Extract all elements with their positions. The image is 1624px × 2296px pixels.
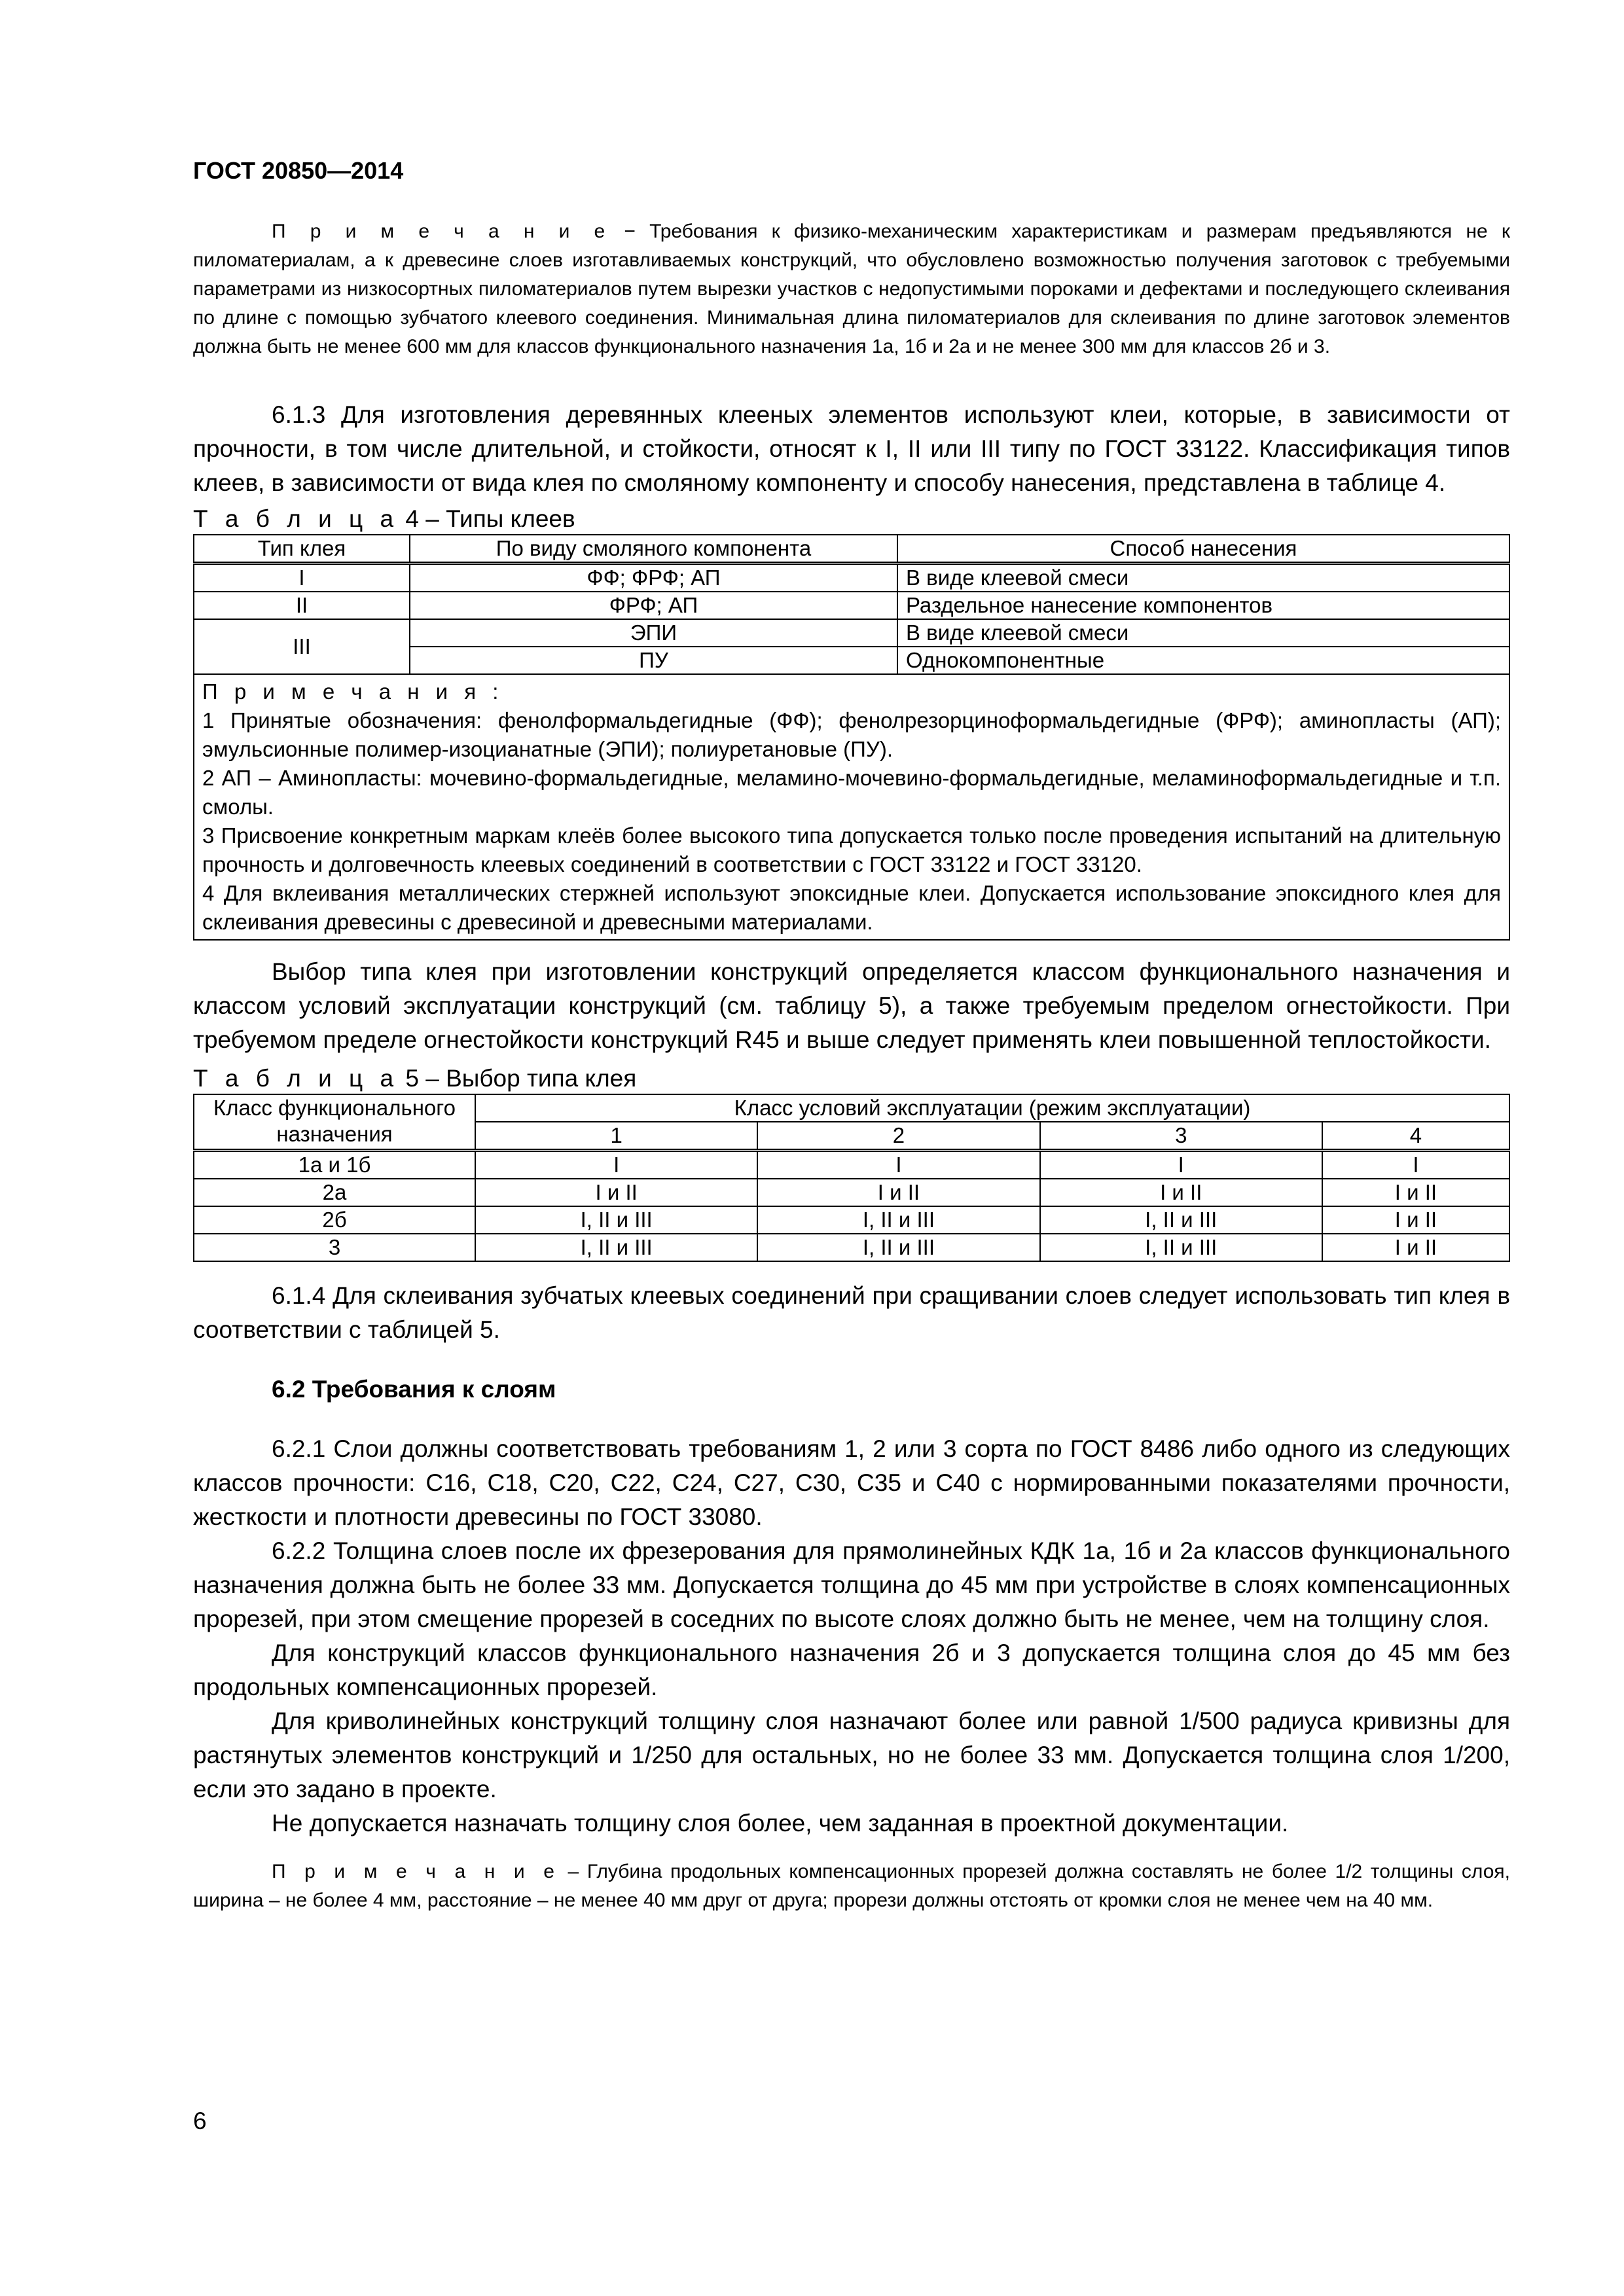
table-note: 3 Присвоение конкретным маркам клеёв более высокого типа допускается только после проведения испытаний на длительную прочность и долговечность клеевых соединений в соответствии с ГОСТ 33122 и ГОСТ 33120. <box>202 823 1501 876</box>
table-cell: I <box>1322 1151 1509 1179</box>
table-5-caption-title: 5 – Выбор типа клея <box>399 1065 637 1092</box>
note-1 <box>193 217 1510 361</box>
table-header-cell: Класс функционального назначения <box>194 1094 475 1151</box>
paragraph-6-2-2-c: Для криволинейных конструкций толщину слоя назначают более или равной 1/500 радиуса кривизны для растянутых элементов конструкций и 1/250 для остальных, но не более 33 мм. Допускается толщина слоя 1/200, если это задано в проекте. <box>193 1708 1510 1803</box>
table-header-cell: По виду смоляного компонента <box>410 535 897 564</box>
table-cell: Раздельное нанесение компонентов <box>897 592 1509 619</box>
note-2-label: П р и м е ч а н и е <box>272 1861 560 1882</box>
table-row <box>194 1234 1509 1261</box>
table-cell: I, II и III <box>1040 1234 1322 1261</box>
table-cell: I, II и III <box>475 1234 757 1261</box>
section-heading-6-2: 6.2 Требования к слоям <box>272 1376 556 1403</box>
table-notes-row <box>194 674 1509 940</box>
table-header-cell: Тип клея <box>194 535 410 564</box>
table-header-cell: 2 <box>757 1122 1039 1151</box>
note-2-text: – Глубина продольных компенсационных прорезей должна составлять не более 1/2 толщины слоя, ширина – не более 4 мм, расстояние – не менее 40 мм друг от друга; прорези должны отстоять от кромки слоя не менее чем на 40 мм. <box>193 1861 1510 1911</box>
table-notes-label: П р и м е ч а н и я : <box>202 679 504 704</box>
paragraph-6-1-3: 6.1.3 Для изготовления деревянных клееных элементов используют клеи, которые, в зависимости от прочности, в том числе длительной, и стойкости, относят к I, II или III типу по ГОСТ 33122. Классификация типов клеев, в зависимости от вида клея по смоляному компоненту и способу нанесения, представлена в таблице 4. <box>193 401 1510 496</box>
table-cell: 3 <box>194 1234 475 1261</box>
table-cell: I <box>194 564 410 592</box>
table-cell: I <box>1040 1151 1322 1179</box>
table-cell: ФРФ; АП <box>410 592 897 619</box>
table-cell: I и II <box>475 1179 757 1206</box>
table-cell: I и II <box>1322 1179 1509 1206</box>
table-header-cell: Класс условий эксплуатации (режим эксплуатации) <box>475 1094 1509 1122</box>
table-header-cell: Способ нанесения <box>897 535 1509 564</box>
table-cell: В виде клеевой смеси <box>897 564 1509 592</box>
paragraph-glue-choice: Выбор типа клея при изготовлении конструкций определяется классом функционального назначения и классом условий эксплуатации конструкций (см. таблицу 5), а также требуемым пределом огнестойкости. При требуемом пределе огнестойкости конструкций R45 и выше следует применять клеи повышенной теплостойкости. <box>193 958 1510 1053</box>
note-1-text: − Требования к физико-механическим характеристикам и размерам предъявляются не к пиломатериалам, а к древесине слоев изготавливаемых конструкций, что обусловлено возможностью получения заготовок с требуемыми параметрами из низкосортных пиломатериалов путем вырезки участков с недопустимыми пороками и дефектами и последующего склеивания по длине с помощью зубчатого клеевого соединения. Минимальная длина пиломатериалов для склеивания по длине заготовок элементов должна быть не менее 600 мм для классов функционального назначения 1а, 1б и 2а и не менее 300 мм для классов 2б и 3. <box>193 221 1511 357</box>
table-cell: 1а и 1б <box>194 1151 475 1179</box>
table-cell: I, II и III <box>757 1234 1039 1261</box>
table-cell: I, II и III <box>1040 1206 1322 1234</box>
table-cell: 2б <box>194 1206 475 1234</box>
table-cell: Однокомпонентные <box>897 647 1509 674</box>
page-content <box>193 157 1510 1915</box>
table-cell: I и II <box>1322 1206 1509 1234</box>
note-1-label: П р и м е ч а н и е <box>272 221 611 242</box>
table-cell: ЭПИ <box>410 619 897 647</box>
note-2 <box>193 1857 1510 1915</box>
table-cell: I, II и III <box>475 1206 757 1234</box>
table-header-cell: 4 <box>1322 1122 1509 1151</box>
table-row <box>194 592 1509 619</box>
table-header-cell: 1 <box>475 1122 757 1151</box>
paragraph-6-2-1: 6.2.1 Слои должны соответствовать требованиям 1, 2 или 3 сорта по ГОСТ 8486 либо одного из следующих классов прочности: С16, С18, С20, С22, С24, С27, С30, С35 и С40 с нормированными показателями прочности, жесткости и плотности древесины по ГОСТ 33080. <box>193 1435 1510 1530</box>
table-cell: II <box>194 592 410 619</box>
table-5-caption <box>193 1064 1510 1094</box>
table-cell: ФФ; ФРФ; АП <box>410 564 897 592</box>
table-5 <box>193 1094 1510 1262</box>
table-cell: ПУ <box>410 647 897 674</box>
table-cell: I <box>475 1151 757 1179</box>
document-header: ГОСТ 20850—2014 <box>193 157 404 184</box>
table-cell: I, II и III <box>757 1206 1039 1234</box>
table-notes <box>194 674 1509 940</box>
table-cell: I <box>757 1151 1039 1179</box>
table-note: 1 Принятые обозначения: фенолформальдегидные (ФФ); фенолрезорциноформальдегидные (ФРФ); аминопласты (АП); эмульсионные полимер-изоцианатные (ЭПИ); полиуретановые (ПУ). <box>202 708 1501 761</box>
table-cell: I и II <box>757 1179 1039 1206</box>
table-row <box>194 619 1509 647</box>
table-row <box>194 1206 1509 1234</box>
table-4-caption-label: Т а б л и ц а <box>193 505 399 532</box>
table-header-row <box>194 535 1509 564</box>
table-cell: В виде клеевой смеси <box>897 619 1509 647</box>
table-cell: I и II <box>1040 1179 1322 1206</box>
table-header-cell: 3 <box>1040 1122 1322 1151</box>
table-note: 4 Для вклеивания металлических стержней используют эпоксидные клеи. Допускается использование эпоксидного клея для склеивания древесины с древесиной и древесными материалами. <box>202 881 1501 934</box>
table-4-caption-title: 4 – Типы клеев <box>399 505 575 532</box>
table-note: 2 АП – Аминопласты: мочевино-формальдегидные, меламино-мочевино-формальдегидные, меламиноформальдегидные и т.п. смолы. <box>202 766 1501 819</box>
table-4 <box>193 534 1510 941</box>
paragraph-6-2-2: 6.2.2 Толщина слоев после их фрезерования для прямолинейных КДК 1а, 1б и 2а классов функционального назначения должна быть не более 33 мм. Допускается толщина до 45 мм при устройстве в слоях компенсационных прорезей, при этом смещение прорезей в соседних по высоте слоях должно быть не менее, чем на толщину слоя. <box>193 1537 1510 1632</box>
table-row <box>194 1179 1509 1206</box>
table-cell: I и II <box>1322 1234 1509 1261</box>
table-4-caption <box>193 504 1510 534</box>
paragraph-6-1-4: 6.1.4 Для склеивания зубчатых клеевых соединений при сращивании слоев следует использовать тип клея в соответствии с таблицей 5. <box>193 1282 1510 1343</box>
paragraph-6-2-2-b: Для конструкций классов функционального назначения 2б и 3 допускается толщина слоя до 45 мм без продольных компенсационных прорезей. <box>193 1640 1510 1700</box>
table-row <box>194 1151 1509 1179</box>
paragraph-6-2-2-d: Не допускается назначать толщину слоя более, чем заданная в проектной документации. <box>272 1810 1289 1837</box>
table-row <box>194 564 1509 592</box>
table-cell: 2а <box>194 1179 475 1206</box>
page-number: 6 <box>193 2108 207 2134</box>
table-cell: III <box>194 619 410 674</box>
table-5-caption-label: Т а б л и ц а <box>193 1065 399 1092</box>
table-header-row <box>194 1094 1509 1122</box>
